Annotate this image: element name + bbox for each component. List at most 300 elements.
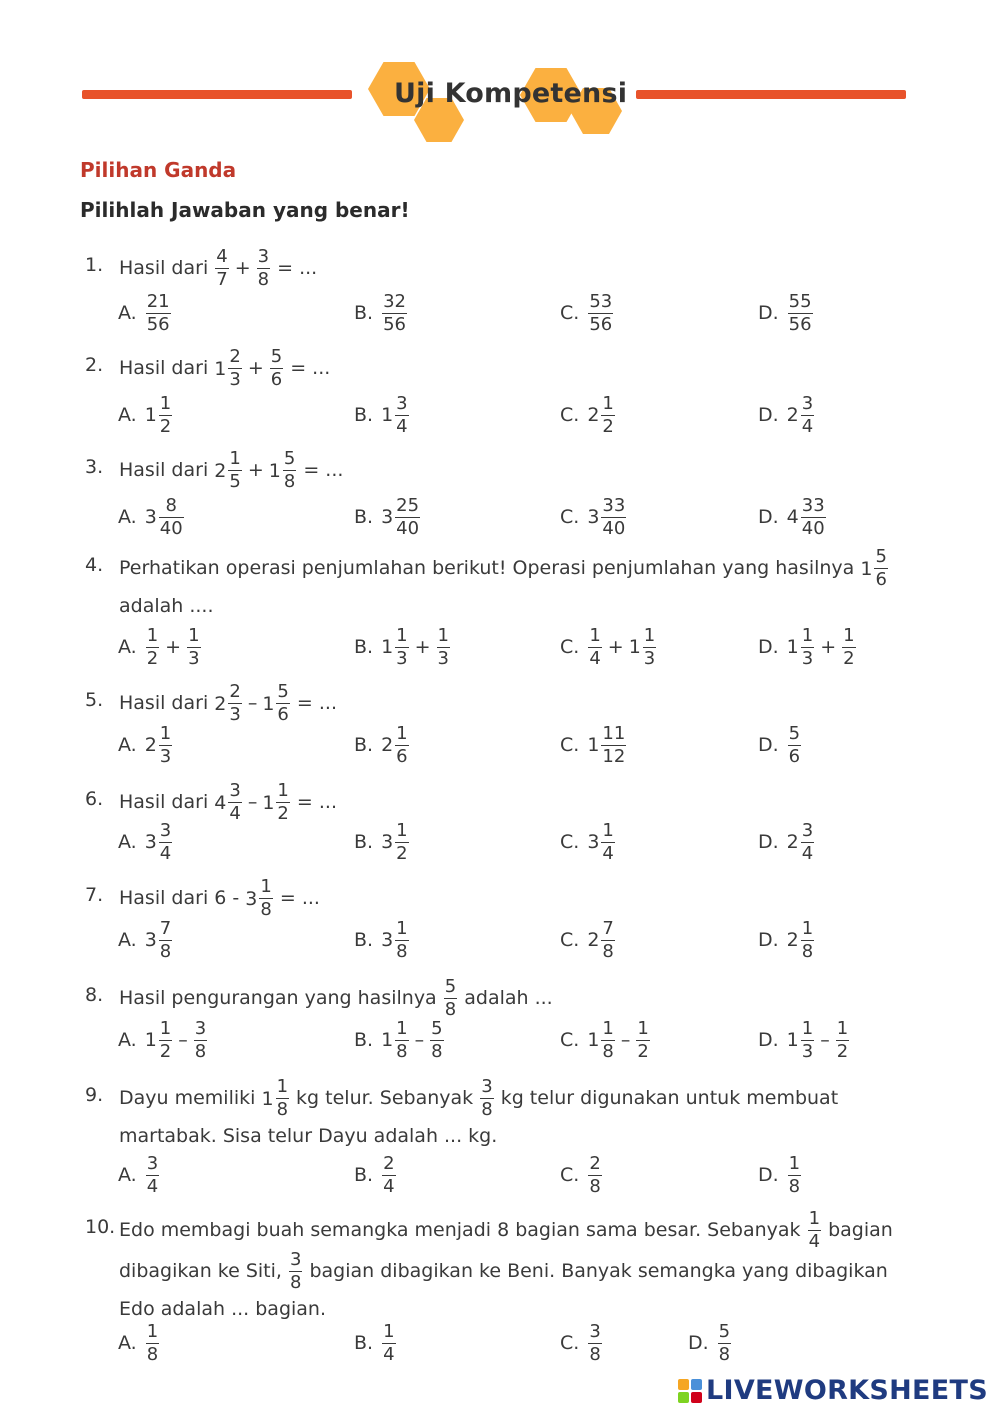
mixed-number	[381, 917, 410, 962]
fraction	[276, 1078, 289, 1119]
whole-part: 1	[381, 1029, 394, 1051]
denominator: 2	[836, 1040, 849, 1062]
denominator: 4	[589, 647, 601, 669]
answer-option[interactable]	[118, 622, 202, 672]
option-value	[144, 722, 174, 767]
question-text: kg telur. Sebanyak	[290, 1087, 480, 1109]
whole-part: 3	[587, 506, 600, 528]
question-number: 8.	[85, 984, 104, 1006]
whole-part: 1	[214, 357, 227, 380]
numerator: 1	[602, 819, 614, 841]
question-item	[85, 978, 909, 1019]
section-title: Pilihan Ganda	[80, 158, 237, 182]
answer-option[interactable]	[758, 622, 857, 672]
answer-option[interactable]	[118, 288, 172, 338]
denominator: 40	[801, 517, 825, 539]
question-text: Dayu memiliki	[119, 1087, 262, 1109]
question-number: 5.	[85, 689, 104, 711]
mixed-number	[587, 494, 627, 539]
operator: +	[820, 636, 837, 658]
question-text: = ...	[273, 887, 320, 909]
option-value	[381, 392, 410, 437]
mixed-number	[841, 624, 856, 669]
denominator: 4	[383, 1343, 395, 1365]
question-text: = ...	[290, 791, 337, 813]
mixed-number	[807, 1210, 822, 1251]
question-text: = ...	[297, 459, 344, 481]
question-text: Perhatikan operasi penjumlahan berikut! Operasi penjumlahan yang hasilnya	[119, 557, 861, 579]
operator: –	[247, 692, 258, 714]
denominator: 12	[602, 745, 626, 767]
whole-part: 2	[144, 734, 157, 756]
denominator: 8	[718, 1343, 731, 1365]
answer-option[interactable]	[758, 1150, 802, 1200]
denominator: 3	[801, 1040, 814, 1062]
fraction	[159, 392, 172, 437]
question-stem	[119, 1078, 909, 1153]
mixed-number	[261, 1078, 290, 1119]
mixed-number	[269, 348, 284, 389]
option-label: B.	[354, 404, 374, 426]
whole-part: 2	[786, 404, 799, 426]
answer-options	[118, 1015, 878, 1065]
question-stem	[119, 548, 909, 623]
question-item	[85, 348, 909, 389]
question-item	[85, 548, 909, 623]
fraction	[601, 1017, 614, 1062]
denominator: 40	[159, 517, 183, 539]
numerator: 5	[283, 448, 296, 469]
denominator: 6	[277, 704, 289, 725]
option-value	[587, 1320, 602, 1365]
option-value	[144, 494, 185, 539]
option-value	[786, 819, 816, 864]
answer-option[interactable]	[560, 1318, 603, 1368]
fraction	[146, 290, 171, 335]
answer-option[interactable]	[118, 390, 173, 440]
mixed-number	[786, 494, 827, 539]
mixed-number	[381, 290, 408, 335]
fraction	[228, 348, 241, 389]
fraction	[601, 917, 614, 962]
mixed-number	[786, 624, 816, 669]
option-value	[587, 917, 616, 962]
mixed-number	[144, 494, 185, 539]
question-number: 3.	[85, 456, 104, 478]
fraction	[187, 624, 200, 669]
option-value	[381, 819, 410, 864]
denominator: 2	[159, 1040, 172, 1062]
mixed-number	[262, 683, 291, 724]
whole-part: 3	[144, 506, 157, 528]
option-label: A.	[118, 302, 137, 324]
answer-option[interactable]	[118, 817, 173, 867]
mixed-number	[214, 450, 243, 491]
answer-option[interactable]	[560, 1150, 603, 1200]
question-number: 4.	[85, 554, 104, 576]
fraction	[601, 819, 614, 864]
logo-square	[678, 1379, 689, 1390]
denominator: 4	[146, 1175, 159, 1197]
operator: +	[414, 636, 431, 658]
mixed-number	[288, 1251, 303, 1292]
option-label: B.	[354, 831, 374, 853]
fraction	[276, 683, 289, 724]
header-line-left	[82, 90, 352, 99]
option-value	[381, 624, 451, 669]
option-value	[144, 392, 174, 437]
option-label: D.	[758, 302, 779, 324]
fraction	[601, 392, 614, 437]
fraction	[194, 1017, 207, 1062]
mixed-number	[381, 1152, 396, 1197]
question-item	[85, 1078, 909, 1153]
option-value	[587, 290, 614, 335]
fraction	[788, 722, 801, 767]
option-label: A.	[118, 404, 137, 426]
question-item	[85, 1210, 909, 1326]
denominator: 40	[602, 517, 626, 539]
denominator: 8	[444, 999, 457, 1020]
option-label: A.	[118, 1029, 137, 1051]
mixed-number	[587, 1320, 602, 1365]
denominator: 8	[589, 1175, 601, 1197]
numerator: 1	[146, 624, 159, 646]
whole-part: 1	[587, 1029, 600, 1051]
option-value	[587, 624, 657, 669]
fraction	[588, 290, 613, 335]
numerator: 1	[383, 1320, 395, 1342]
mixed-number	[144, 917, 174, 962]
option-label: B.	[354, 1164, 374, 1186]
option-label: D.	[758, 929, 779, 951]
answer-option[interactable]	[560, 492, 627, 542]
answer-option[interactable]	[758, 390, 815, 440]
answer-option[interactable]	[118, 915, 173, 965]
answer-option[interactable]	[560, 720, 627, 770]
whole-part: 3	[381, 831, 394, 853]
denominator: 5	[229, 471, 241, 492]
answer-options	[118, 390, 878, 440]
fraction	[159, 494, 184, 539]
fraction	[788, 1152, 801, 1197]
answer-option[interactable]	[118, 492, 185, 542]
option-label: A.	[118, 831, 137, 853]
answer-option[interactable]	[354, 390, 410, 440]
numerator: 5	[277, 681, 289, 702]
watermark-text: LIVEWORKSHEETS	[705, 1375, 988, 1406]
answer-option[interactable]	[560, 817, 616, 867]
numerator: 21	[146, 290, 170, 312]
denominator: 4	[808, 1231, 821, 1252]
denominator: 3	[437, 647, 449, 669]
answer-option[interactable]	[354, 817, 410, 867]
question-stem	[119, 248, 909, 289]
answer-option[interactable]	[560, 288, 614, 338]
answer-option[interactable]	[354, 492, 421, 542]
mixed-number	[787, 722, 802, 767]
fraction	[874, 548, 887, 589]
whole-part: 1	[261, 1087, 274, 1110]
option-label: B.	[354, 636, 374, 658]
numerator: 25	[396, 494, 420, 516]
option-value	[145, 1320, 160, 1365]
fraction	[718, 1320, 731, 1365]
whole-part: 2	[786, 831, 799, 853]
answer-option[interactable]	[560, 915, 616, 965]
option-value	[145, 624, 202, 669]
denominator: 8	[431, 1040, 443, 1062]
denominator: 56	[146, 313, 170, 335]
mixed-number	[381, 624, 410, 669]
fraction	[588, 624, 601, 669]
mixed-number	[587, 819, 616, 864]
denominator: 3	[396, 647, 408, 669]
answer-option[interactable]	[758, 915, 815, 965]
answer-option[interactable]	[354, 1150, 397, 1200]
operator: –	[414, 1029, 425, 1051]
numerator: 1	[643, 624, 656, 646]
fraction	[836, 1017, 849, 1062]
option-label: D.	[758, 636, 779, 658]
denominator: 6	[875, 569, 887, 590]
denominator: 8	[289, 1272, 302, 1293]
whole-part: 4	[214, 791, 227, 814]
whole-part: 1	[786, 1029, 799, 1051]
mixed-number	[587, 917, 616, 962]
mixed-number	[145, 1152, 160, 1197]
option-label: C.	[560, 302, 580, 324]
question-text: adalah ...	[458, 987, 553, 1009]
question-item	[85, 878, 909, 919]
option-label: D.	[758, 1164, 779, 1186]
fraction	[146, 624, 159, 669]
answer-option[interactable]	[758, 492, 827, 542]
mixed-number	[436, 624, 451, 669]
question-text: bagian dibagikan ke Beni. Banyak semangka yang dibagikan Edo adalah ... bagian.	[119, 1260, 888, 1320]
answer-option[interactable]	[560, 622, 657, 672]
mixed-number	[835, 1017, 850, 1062]
fraction	[801, 392, 814, 437]
question-stem	[119, 683, 909, 724]
answer-option[interactable]	[688, 1318, 732, 1368]
fraction	[395, 494, 420, 539]
question-stem	[119, 978, 909, 1019]
mixed-number	[256, 248, 271, 289]
numerator: 1	[276, 1076, 289, 1097]
numerator: 3	[396, 392, 408, 414]
question-number: 2.	[85, 354, 104, 376]
denominator: 8	[602, 940, 614, 962]
option-value	[786, 917, 816, 962]
denominator: 56	[788, 313, 812, 335]
numerator: 1	[788, 1152, 801, 1174]
question-text: adalah ....	[119, 595, 214, 617]
numerator: 3	[159, 819, 172, 841]
mixed-number	[144, 1017, 174, 1062]
fraction	[270, 348, 283, 389]
liveworksheets-logo-icon	[678, 1379, 702, 1403]
denominator: 3	[801, 647, 814, 669]
watermark	[678, 1375, 988, 1406]
fraction	[382, 1152, 395, 1197]
fraction	[588, 1152, 601, 1197]
option-label: C.	[560, 404, 580, 426]
option-value	[587, 392, 616, 437]
answer-options	[118, 720, 878, 770]
fraction	[788, 290, 813, 335]
denominator: 8	[257, 269, 270, 290]
option-value	[786, 494, 827, 539]
fraction	[395, 722, 408, 767]
whole-part: 1	[860, 557, 873, 580]
answer-options	[118, 288, 878, 338]
option-label: C.	[560, 1332, 580, 1354]
denominator: 4	[801, 415, 814, 437]
numerator: 1	[159, 392, 172, 414]
mixed-number	[717, 1320, 732, 1365]
question-text: Hasil dari 6 -	[119, 887, 246, 909]
numerator: 5	[431, 1017, 443, 1039]
question-text: kg telur digunakan untuk membuat martabak. Sisa telur Dayu adalah ... kg.	[119, 1087, 839, 1147]
question-text: Hasil dari	[119, 791, 215, 813]
mixed-number	[587, 392, 616, 437]
fraction	[801, 1017, 814, 1062]
option-value	[381, 1320, 396, 1365]
denominator: 3	[229, 369, 241, 390]
answer-option[interactable]	[118, 1015, 208, 1065]
answer-option[interactable]	[758, 817, 815, 867]
instruction-text: Pilihlah Jawaban yang benar!	[80, 198, 410, 222]
numerator: 1	[396, 819, 408, 841]
whole-part: 1	[381, 636, 394, 658]
question-number: 1.	[85, 254, 104, 276]
numerator: 55	[788, 290, 812, 312]
fraction	[801, 494, 826, 539]
answer-option[interactable]	[560, 390, 616, 440]
option-label: B.	[354, 302, 374, 324]
question-stem	[119, 878, 909, 919]
numerator: 1	[602, 392, 614, 414]
numerator: 2	[589, 1152, 601, 1174]
mixed-number	[587, 722, 627, 767]
denominator: 6	[788, 745, 801, 767]
mixed-number	[786, 917, 816, 962]
option-value	[587, 722, 627, 767]
fraction	[395, 917, 408, 962]
answer-option[interactable]	[758, 288, 814, 338]
mixed-number	[144, 722, 174, 767]
question-text: Hasil dari	[119, 692, 215, 714]
answer-option[interactable]	[118, 1318, 160, 1368]
operator: +	[607, 636, 624, 658]
numerator: 1	[801, 1017, 814, 1039]
option-value	[381, 1152, 396, 1197]
denominator: 8	[276, 1099, 289, 1120]
answer-option[interactable]	[118, 1150, 160, 1200]
numerator: 1	[396, 722, 408, 744]
fraction	[444, 978, 457, 1019]
operator: +	[247, 459, 264, 481]
answer-option[interactable]	[758, 720, 802, 770]
option-value	[587, 1017, 651, 1062]
fraction	[159, 819, 172, 864]
option-label: A.	[118, 636, 137, 658]
option-value	[144, 1017, 209, 1062]
numerator: 5	[444, 976, 457, 997]
question-text: Edo membagi buah semangka menjadi 8 bagian sama besar. Sebanyak	[119, 1219, 807, 1241]
answer-options	[118, 622, 878, 672]
fraction	[228, 683, 241, 724]
fraction	[289, 1251, 302, 1292]
answer-option[interactable]	[118, 720, 173, 770]
fraction	[842, 624, 855, 669]
fraction	[159, 1017, 172, 1062]
option-label: B.	[354, 1332, 374, 1354]
numerator: 1	[437, 624, 449, 646]
mixed-number	[635, 1017, 650, 1062]
answer-option[interactable]	[354, 1015, 445, 1065]
fraction	[395, 392, 408, 437]
numerator: 3	[801, 819, 814, 841]
mixed-number	[186, 624, 201, 669]
answer-option[interactable]	[354, 720, 410, 770]
question-text: Hasil dari	[119, 257, 215, 279]
numerator: 3	[194, 1017, 207, 1039]
answer-option[interactable]	[354, 915, 410, 965]
option-value	[381, 917, 410, 962]
denominator: 4	[159, 842, 172, 864]
answer-option[interactable]	[758, 1015, 850, 1065]
mixed-number	[429, 1017, 444, 1062]
denominator: 56	[589, 313, 613, 335]
fraction	[146, 1320, 159, 1365]
answer-option[interactable]	[354, 288, 408, 338]
logo-square	[678, 1392, 689, 1403]
denominator: 2	[277, 803, 289, 824]
option-value	[381, 290, 408, 335]
option-value	[145, 290, 172, 335]
question-stem	[119, 348, 909, 389]
numerator: 1	[843, 624, 855, 646]
whole-part: 1	[144, 404, 157, 426]
header-banner	[0, 60, 1000, 160]
denominator: 8	[283, 471, 296, 492]
whole-part: 2	[381, 734, 394, 756]
denominator: 8	[396, 940, 408, 962]
whole-part: 1	[628, 636, 641, 658]
question-number: 9.	[85, 1084, 104, 1106]
answer-option[interactable]	[560, 1015, 651, 1065]
fraction	[801, 624, 814, 669]
mixed-number	[628, 624, 658, 669]
mixed-number	[587, 624, 602, 669]
denominator: 3	[188, 647, 200, 669]
whole-part: 4	[786, 506, 799, 528]
option-value	[587, 494, 627, 539]
mixed-number	[787, 290, 814, 335]
answer-option[interactable]	[354, 622, 451, 672]
whole-part: 2	[587, 404, 600, 426]
numerator: 3	[289, 1249, 302, 1270]
question-number: 6.	[85, 788, 104, 810]
answer-option[interactable]	[354, 1318, 397, 1368]
mixed-number	[381, 494, 421, 539]
question-text: = ...	[290, 692, 337, 714]
option-value	[144, 917, 174, 962]
option-label: C.	[560, 929, 580, 951]
whole-part: 1	[786, 636, 799, 658]
